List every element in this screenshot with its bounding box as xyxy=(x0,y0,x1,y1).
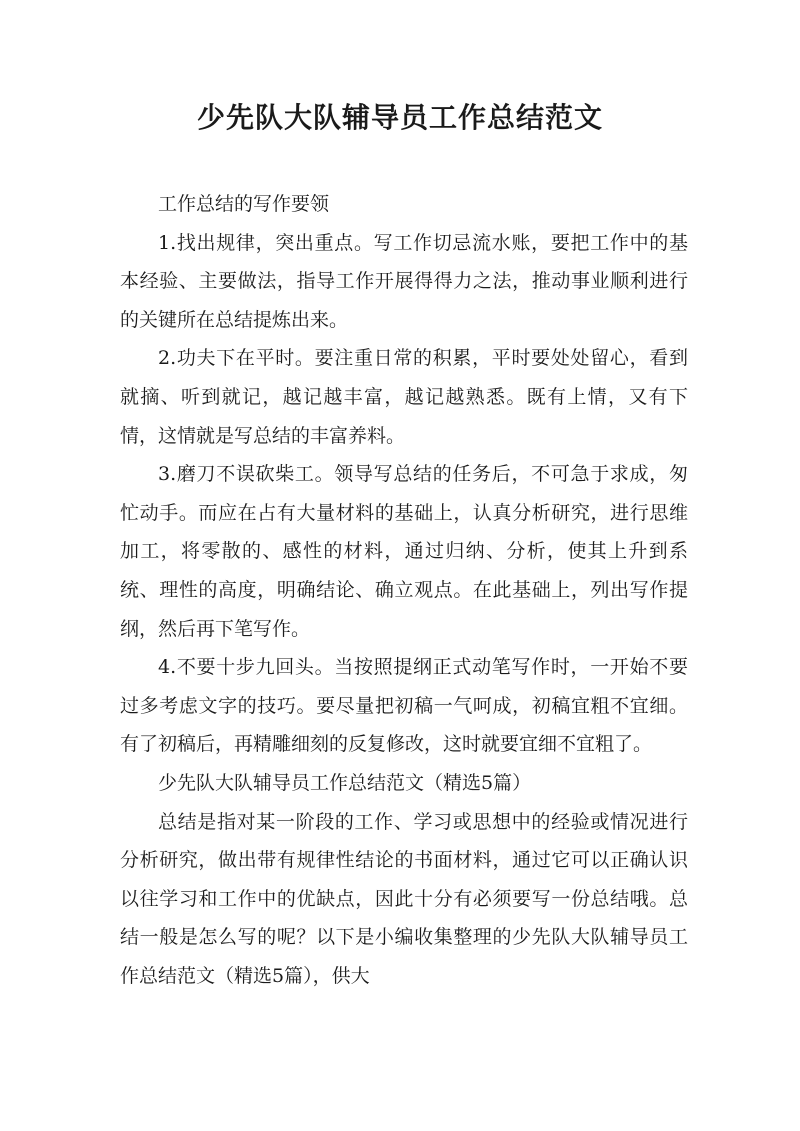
paragraph-tip-3: 3.磨刀不误砍柴工。领导写总结的任务后，不可急于求成，匆忙动手。而应在占有大量材料的基础上，认真分析研究，进行思维加工，将零散的、感性的材料，通过归纳、分析，使其上升到系统、理性的高度，明确结论、确立观点。在此基础上，列出写作提纲，然后再下笔写作。 xyxy=(120,463,688,640)
paragraph-tip-2: 2.功夫下在平时。要注重日常的积累，平时要处处留心，看到就摘、听到就记，越记越丰富，越记越熟悉。既有上情，又有下情，这情就是写总结的丰富养料。 xyxy=(120,347,688,447)
section-heading-samples: 少先队大队辅导员工作总结范文（精选5篇） xyxy=(158,771,532,794)
paragraph-tip-1: 1.找出规律，突出重点。写工作切忌流水账，要把工作中的基本经验、主要做法，指导工作开展得得力之法，推动事业顺利进行的关键所在总结提炼出来。 xyxy=(120,231,688,331)
section-heading-writing-tips: 工作总结的写作要领 xyxy=(158,193,330,215)
document-title: 少先队大队辅导员工作总结范文 xyxy=(196,101,603,134)
paragraph-tip-4: 4.不要十步九回头。当按照提纲正式动笔写作时，一开始不要过多考虑文字的技巧。要尽量把初稿一气呵成，初稿宜粗不宜细。有了初稿后，再精雕细刻的反复修改，这时就要宜细不宜粗了。 xyxy=(120,656,688,756)
paragraph-intro: 总结是指对某一阶段的工作、学习或思想中的经验或情况进行分析研究，做出带有规律性结论的书面材料，通过它可以正确认识以往学习和工作中的优缺点，因此十分有必须要写一份总结哦。总结一般是怎么写的呢？以下是小编收集整理的少先队大队辅导员工作总结范文（精选5篇），供大 xyxy=(120,810,688,987)
document-body xyxy=(120,185,688,995)
